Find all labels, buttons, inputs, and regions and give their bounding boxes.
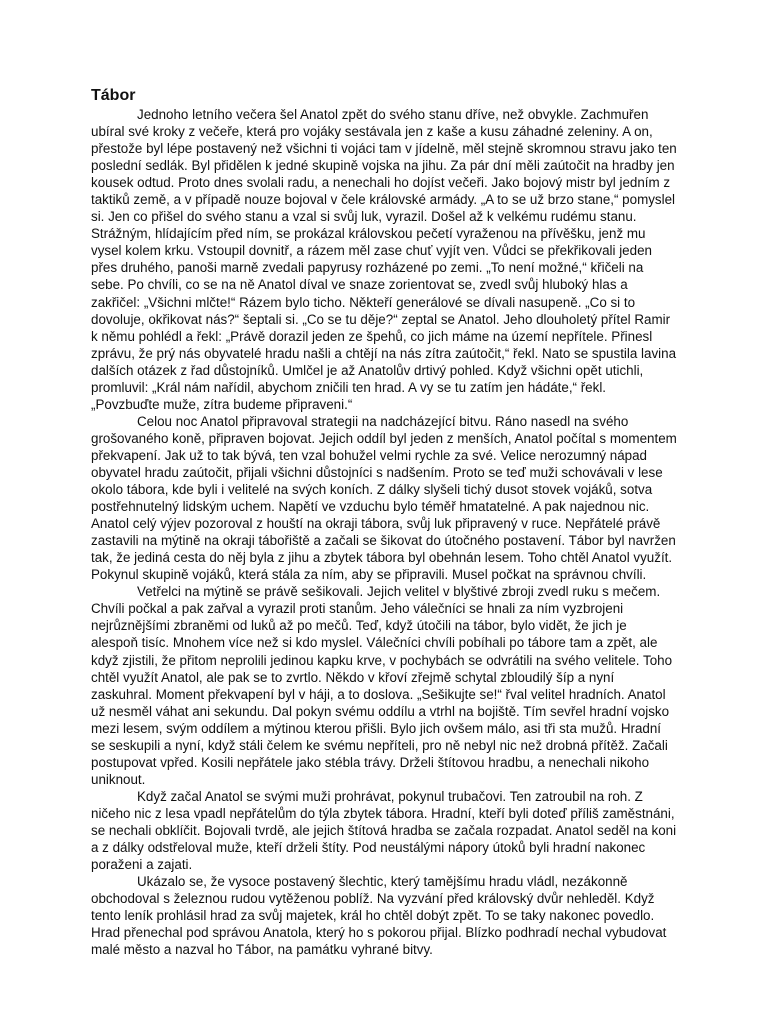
- paragraph-1: Jednoho letního večera šel Anatol zpět do svého stanu dříve, než obvykle. Zachmuřen ubíral své kroky z večeře, která pro vojáky sestávala jen z kaše a kusu záhadné zeleniny. A on, přestože byl lépe postavený než všichni ti vojáci tam v jídelně, měl stejně skromnou stravu jako ten poslední sedlák. Byl přidělen k jedné skupině vojska na jihu. Za pár dní měli zaútočit na hradby jen kousek odtud. Proto dnes svolali radu, a nenechali ho dojíst večeři. Jako bojový mistr byl jedním z taktiků země, a v případě nouze bojoval v čele královské armády. „A to se už brzo stane,“ pomyslel si. Jen co přišel do svého stanu a vzal si svůj luk, vyrazil. Došel až k velkému rudému stanu. Strážným, hlídajícím před ním, se prokázal královskou pečetí vyraženou na přívěšku, jenž mu vysel kolem krku. Vstoupil dovnitř, a rázem měl zase chuť vyjít ven. Vůdci se překřikovali jeden přes druhého, panoši marně zvedali papyrusy rozházené po zemi. „To není možné,“ křičeli na sebe. Po chvíli, co se na ně Anatol díval ve snaze zorientovat se, zvedl svůj hluboký hlas a zakřičel: „Všichni mlčte!“ Rázem bylo ticho. Někteří generálové se dívali nasupeně. „Co si to dovoluje, okřikovat nás?“ šeptali si. „Co se tu děje?“ zeptal se Anatol. Jeho dlouholetý přítel Ramir k němu pohlédl a řekl: „Právě dorazil jeden ze špehů, co jich máme na území nepřítele. Přinesl zprávu, že prý nás obyvatelé hradu našli a chtějí na nás zítra zaútočit,“ řekl. Nato se spustila lavina dalších otázek z řad důstojníků. Umlčel je až Anatolův drtivý pohled. Když všichni opět utichli, promluvil: „Král nám nařídil, abychom zničili ten hrad. A vy se tu zatím jen hádáte,“ řekl. „Povzbuďte muže, zítra budeme připraveni.“: [91, 107, 677, 412]
- paragraph-2: Celou noc Anatol připravoval strategii na nadcházející bitvu. Ráno nasedl na svého grošovaného koně, připraven bojovat. Jejich oddíl byl jeden z menších, Anatol počítal s momentem překvapení. Jak už to tak bývá, ten vzal bohužel velmi rychle za své. Velice nerozumný nápad obyvatel hradu zaútočit, přijali všichni důstojníci s nadšením. Proto se teď muži schovávali v lese okolo tábora, kde byli i velitelé na svých koních. Z dálky slyšeli tichý dusot stovek vojáků, sotva postřehnutelný lidským uchem. Napětí ve vzduchu bylo téměř hmatatelné. A pak najednou nic. Anatol celý výjev pozoroval z houští na okraji tábora, svůj luk připravený v ruce. Nepřátelé právě zastavili na mýtině na okraji tábořiště a začali se šikovat do útočného postavení. Tábor byl navržen tak, že jediná cesta do něj byla z jihu a zbytek tábora byl obehnán lesem. Toho chtěl Anatol využít. Pokynul skupině vojáků, která stála za ním, aby se připravili. Musel počkat na správnou chvíli.: [91, 413, 677, 583]
- paragraph-3: Vetřelci na mýtině se právě sešikovali. Jejich velitel v blyštivé zbroji zvedl ruku s mečem. Chvíli počkal a pak zařval a vyrazil proti stanům. Jeho válečníci se hnali za ním vyzbrojeni nejrůznějšími zbraněmi od luků až po mečů. Teď, když útočili na tábor, bylo vidět, že jich je alespoň tisíc. Mnohem více než si kdo myslel. Válečníci chvíli pobíhali po tábore tam a zpět, ale když zjistili, že přitom neprolili jedinou kapku krve, v pochybách se odvrátili na svého velitele. Toho chtěl využít Anatol, ale pak se to zvrtlo. Někdo v křoví zřejmě schytal zbloudilý šíp a nyní zaskuhral. Moment překvapení byl v háji, a to doslova. „Sešikujte se!“ řval velitel hradních. Anatol už nesměl váhat ani sekundu. Dal pokyn svému oddílu a vtrhl na bojiště. Tím sevřel hradní vojsko mezi lesem, svým oddílem a mýtinou kterou přišli. Bylo jich ovšem málo, asi tři sta mužů. Hradní se seskupili a nyní, když stáli čelem ke svému nepříteli, pro ně nebyl nic než drobná přítěž. Začali postupovat vpřed. Kosili nepřátele jako stébla trávy. Drželi štítovou hradbu, a nenechali nikoho uniknout.: [91, 584, 673, 787]
- document-title: Tábor: [91, 87, 136, 104]
- paragraph-5: Ukázalo se, že vysoce postavený šlechtic, který tamějšímu hradu vládl, nezákonně obchodoval s železnou rudou vytěženou poblíž. Na vyzvání před královský dvůr nehleděl. Když tento leník prohlásil hrad za svůj majetek, král ho chtěl dobýt zpět. To se taky nakonec povedlo. Hrad přenechal pod správou Anatola, který ho s pokorou přijal. Blízko podhradí nechal vybudovat malé město a nazval ho Tábor, na památku vyhrané bitvy.: [91, 874, 667, 958]
- paragraph-4: Když začal Anatol se svými muži prohrávat, pokynul trubačovi. Ten zatroubil na roh. Z ničeho nic z lesa vpadl nepřátelům do týla zbytek tábora. Hradní, kteří byli doteď příliš zaměstnáni, se nechali obklíčit. Bojovali tvrdě, ale jejich štítová hradba se začala rozpadat. Anatol seděl na koni a z dálky odstřeloval muže, kteří drželi štíty. Pod neustálými nápory útoků byli hradní nakonec poraženi a zajati.: [91, 788, 677, 873]
- document-page: [91, 86, 677, 958]
